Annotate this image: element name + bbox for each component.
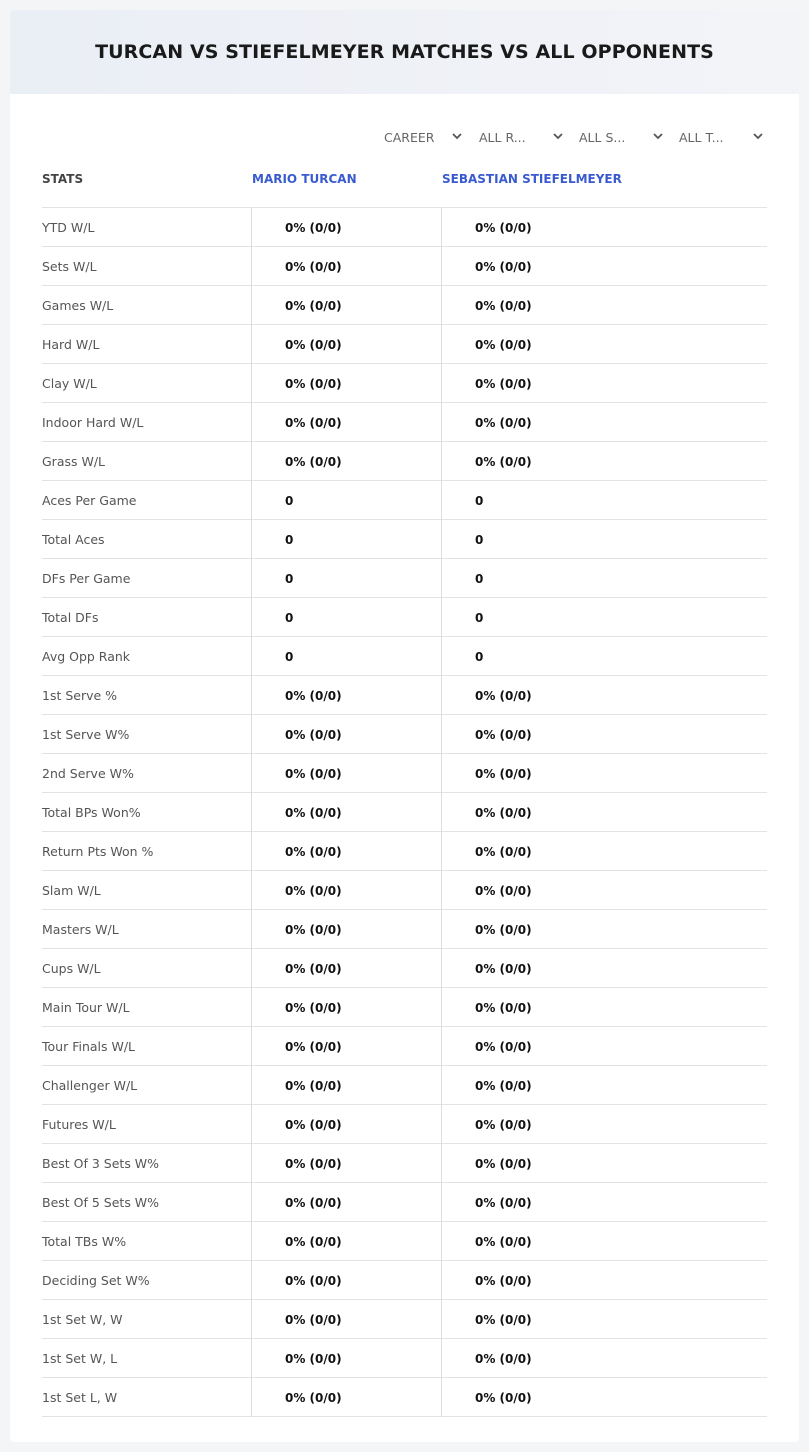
player1-value: 0% (0/0) bbox=[251, 988, 441, 1027]
table-header bbox=[42, 170, 767, 208]
player1-value: 0 bbox=[251, 520, 441, 559]
stat-label: Indoor Hard W/L bbox=[42, 415, 144, 430]
stat-label: Deciding Set W% bbox=[42, 1273, 150, 1288]
stat-label: Slam W/L bbox=[42, 883, 101, 898]
stat-label: Total TBs W% bbox=[42, 1234, 127, 1249]
player1-value: 0% (0/0) bbox=[251, 1027, 441, 1066]
player2-value: 0% (0/0) bbox=[441, 910, 767, 949]
player2-value: 0% (0/0) bbox=[441, 1378, 767, 1417]
round-select[interactable] bbox=[479, 126, 565, 148]
stat-label: Total BPs Won% bbox=[42, 805, 141, 820]
table-row bbox=[42, 715, 767, 754]
player1-value: 0% (0/0) bbox=[251, 286, 441, 325]
chevron-down-icon bbox=[450, 129, 464, 143]
stat-label: Return Pts Won % bbox=[42, 844, 154, 859]
player1-value: 0% (0/0) bbox=[251, 1300, 441, 1339]
table-row bbox=[42, 1066, 767, 1105]
table-row bbox=[42, 910, 767, 949]
table-row bbox=[42, 754, 767, 793]
stat-label: Grass W/L bbox=[42, 454, 106, 469]
table-row bbox=[42, 949, 767, 988]
stat-label: Masters W/L bbox=[42, 922, 119, 937]
table-row bbox=[42, 208, 767, 247]
player2-value: 0% (0/0) bbox=[441, 754, 767, 793]
player1-value: 0 bbox=[251, 637, 441, 676]
stats-card bbox=[10, 10, 799, 1442]
player1-value: 0% (0/0) bbox=[251, 949, 441, 988]
player1-value: 0% (0/0) bbox=[251, 1222, 441, 1261]
player2-value: 0% (0/0) bbox=[441, 208, 767, 247]
player1-value: 0% (0/0) bbox=[251, 247, 441, 286]
player1-value: 0% (0/0) bbox=[251, 1339, 441, 1378]
filter-bar bbox=[10, 126, 799, 148]
stat-label: DFs Per Game bbox=[42, 571, 131, 586]
stat-label: Futures W/L bbox=[42, 1117, 116, 1132]
player2-value: 0% (0/0) bbox=[441, 1105, 767, 1144]
table-row bbox=[42, 520, 767, 559]
stat-label: 1st Set L, W bbox=[42, 1390, 118, 1405]
player1-value: 0% (0/0) bbox=[251, 754, 441, 793]
table-row bbox=[42, 1339, 767, 1378]
player1-value: 0% (0/0) bbox=[251, 1066, 441, 1105]
stat-label: 1st Set W, W bbox=[42, 1312, 123, 1327]
player2-value: 0 bbox=[441, 559, 767, 598]
table-row bbox=[42, 988, 767, 1027]
player1-value: 0% (0/0) bbox=[251, 1261, 441, 1300]
stat-label: Main Tour W/L bbox=[42, 1000, 130, 1015]
player2-value: 0% (0/0) bbox=[441, 403, 767, 442]
player1-value: 0% (0/0) bbox=[251, 1144, 441, 1183]
stat-label: Aces Per Game bbox=[42, 493, 137, 508]
stat-label: Games W/L bbox=[42, 298, 114, 313]
player1-value: 0% (0/0) bbox=[251, 1378, 441, 1417]
player1-value: 0% (0/0) bbox=[251, 715, 441, 754]
stat-label: Cups W/L bbox=[42, 961, 101, 976]
table-row bbox=[42, 442, 767, 481]
player1-value: 0% (0/0) bbox=[251, 1105, 441, 1144]
player1-value: 0% (0/0) bbox=[251, 793, 441, 832]
player1-column-header[interactable]: MARIO TURCAN bbox=[252, 172, 357, 186]
stat-label: Challenger W/L bbox=[42, 1078, 138, 1093]
player2-value: 0% (0/0) bbox=[441, 832, 767, 871]
table-row bbox=[42, 1222, 767, 1261]
table-row bbox=[42, 676, 767, 715]
table-row bbox=[42, 832, 767, 871]
player2-value: 0% (0/0) bbox=[441, 1300, 767, 1339]
round-select-value: ALL R... bbox=[479, 129, 526, 145]
chevron-down-icon bbox=[751, 129, 765, 143]
player1-value: 0% (0/0) bbox=[251, 832, 441, 871]
table-row bbox=[42, 1261, 767, 1300]
stat-label: Hard W/L bbox=[42, 337, 100, 352]
table-row bbox=[42, 559, 767, 598]
table-row bbox=[42, 793, 767, 832]
stat-label: Clay W/L bbox=[42, 376, 97, 391]
player2-value: 0% (0/0) bbox=[441, 1066, 767, 1105]
player2-value: 0% (0/0) bbox=[441, 1183, 767, 1222]
player2-value: 0% (0/0) bbox=[441, 325, 767, 364]
player1-value: 0 bbox=[251, 598, 441, 637]
tournament-select-value: ALL T... bbox=[679, 129, 724, 145]
table-row bbox=[42, 364, 767, 403]
table-row bbox=[42, 1183, 767, 1222]
player1-value: 0% (0/0) bbox=[251, 325, 441, 364]
player2-value: 0% (0/0) bbox=[441, 1027, 767, 1066]
stat-label: Best Of 3 Sets W% bbox=[42, 1156, 160, 1171]
table-row bbox=[42, 598, 767, 637]
stat-label: Best Of 5 Sets W% bbox=[42, 1195, 160, 1210]
player2-column-header[interactable]: SEBASTIAN STIEFELMEYER bbox=[442, 172, 622, 186]
player1-value: 0 bbox=[251, 481, 441, 520]
stat-label: Sets W/L bbox=[42, 259, 97, 274]
player2-value: 0% (0/0) bbox=[441, 1261, 767, 1300]
player2-value: 0% (0/0) bbox=[441, 1339, 767, 1378]
player2-value: 0 bbox=[441, 598, 767, 637]
player2-value: 0% (0/0) bbox=[441, 1144, 767, 1183]
player1-value: 0% (0/0) bbox=[251, 676, 441, 715]
stat-label: 2nd Serve W% bbox=[42, 766, 134, 781]
stat-label: 1st Serve W% bbox=[42, 727, 130, 742]
player1-value: 0% (0/0) bbox=[251, 208, 441, 247]
player2-value: 0% (0/0) bbox=[441, 247, 767, 286]
table-row bbox=[42, 1144, 767, 1183]
stat-label: 1st Serve % bbox=[42, 688, 118, 703]
player2-value: 0 bbox=[441, 637, 767, 676]
stat-label: 1st Set W, L bbox=[42, 1351, 118, 1366]
period-select-value: CAREER bbox=[384, 129, 435, 145]
player2-value: 0% (0/0) bbox=[441, 871, 767, 910]
player2-value: 0% (0/0) bbox=[441, 949, 767, 988]
page-title: TURCAN VS STIEFELMEYER MATCHES VS ALL OPPONENTS bbox=[95, 41, 714, 63]
table-row bbox=[42, 871, 767, 910]
player2-value: 0 bbox=[441, 520, 767, 559]
player1-value: 0% (0/0) bbox=[251, 910, 441, 949]
player1-value: 0% (0/0) bbox=[251, 442, 441, 481]
table-row bbox=[42, 247, 767, 286]
table-row bbox=[42, 1105, 767, 1144]
table-row bbox=[42, 1378, 767, 1417]
player1-value: 0 bbox=[251, 559, 441, 598]
player1-value: 0% (0/0) bbox=[251, 364, 441, 403]
table-row bbox=[42, 637, 767, 676]
table-row bbox=[42, 286, 767, 325]
player2-value: 0% (0/0) bbox=[441, 442, 767, 481]
player2-value: 0% (0/0) bbox=[441, 364, 767, 403]
tournament-select[interactable] bbox=[679, 126, 765, 148]
stat-label: Avg Opp Rank bbox=[42, 649, 131, 664]
player1-value: 0% (0/0) bbox=[251, 403, 441, 442]
stat-label: Tour Finals W/L bbox=[42, 1039, 136, 1054]
player2-value: 0% (0/0) bbox=[441, 1222, 767, 1261]
player2-value: 0% (0/0) bbox=[441, 676, 767, 715]
player2-value: 0% (0/0) bbox=[441, 286, 767, 325]
table-row bbox=[42, 325, 767, 364]
player2-value: 0% (0/0) bbox=[441, 793, 767, 832]
player2-value: 0% (0/0) bbox=[441, 715, 767, 754]
chevron-down-icon bbox=[651, 129, 665, 143]
card-header bbox=[10, 10, 799, 94]
stats-table-body bbox=[42, 208, 767, 1417]
stats-column-header: STATS bbox=[42, 172, 84, 186]
player2-value: 0% (0/0) bbox=[441, 988, 767, 1027]
table-row bbox=[42, 1027, 767, 1066]
table-row bbox=[42, 1300, 767, 1339]
stat-label: Total Aces bbox=[42, 532, 105, 547]
table-row bbox=[42, 403, 767, 442]
stat-label: Total DFs bbox=[42, 610, 99, 625]
table-row bbox=[42, 481, 767, 520]
player2-value: 0 bbox=[441, 481, 767, 520]
surface-select[interactable] bbox=[579, 126, 665, 148]
stat-label: YTD W/L bbox=[42, 220, 95, 235]
player1-value: 0% (0/0) bbox=[251, 871, 441, 910]
period-select[interactable] bbox=[384, 126, 464, 148]
chevron-down-icon bbox=[551, 129, 565, 143]
player1-value: 0% (0/0) bbox=[251, 1183, 441, 1222]
surface-select-value: ALL S... bbox=[579, 129, 626, 145]
